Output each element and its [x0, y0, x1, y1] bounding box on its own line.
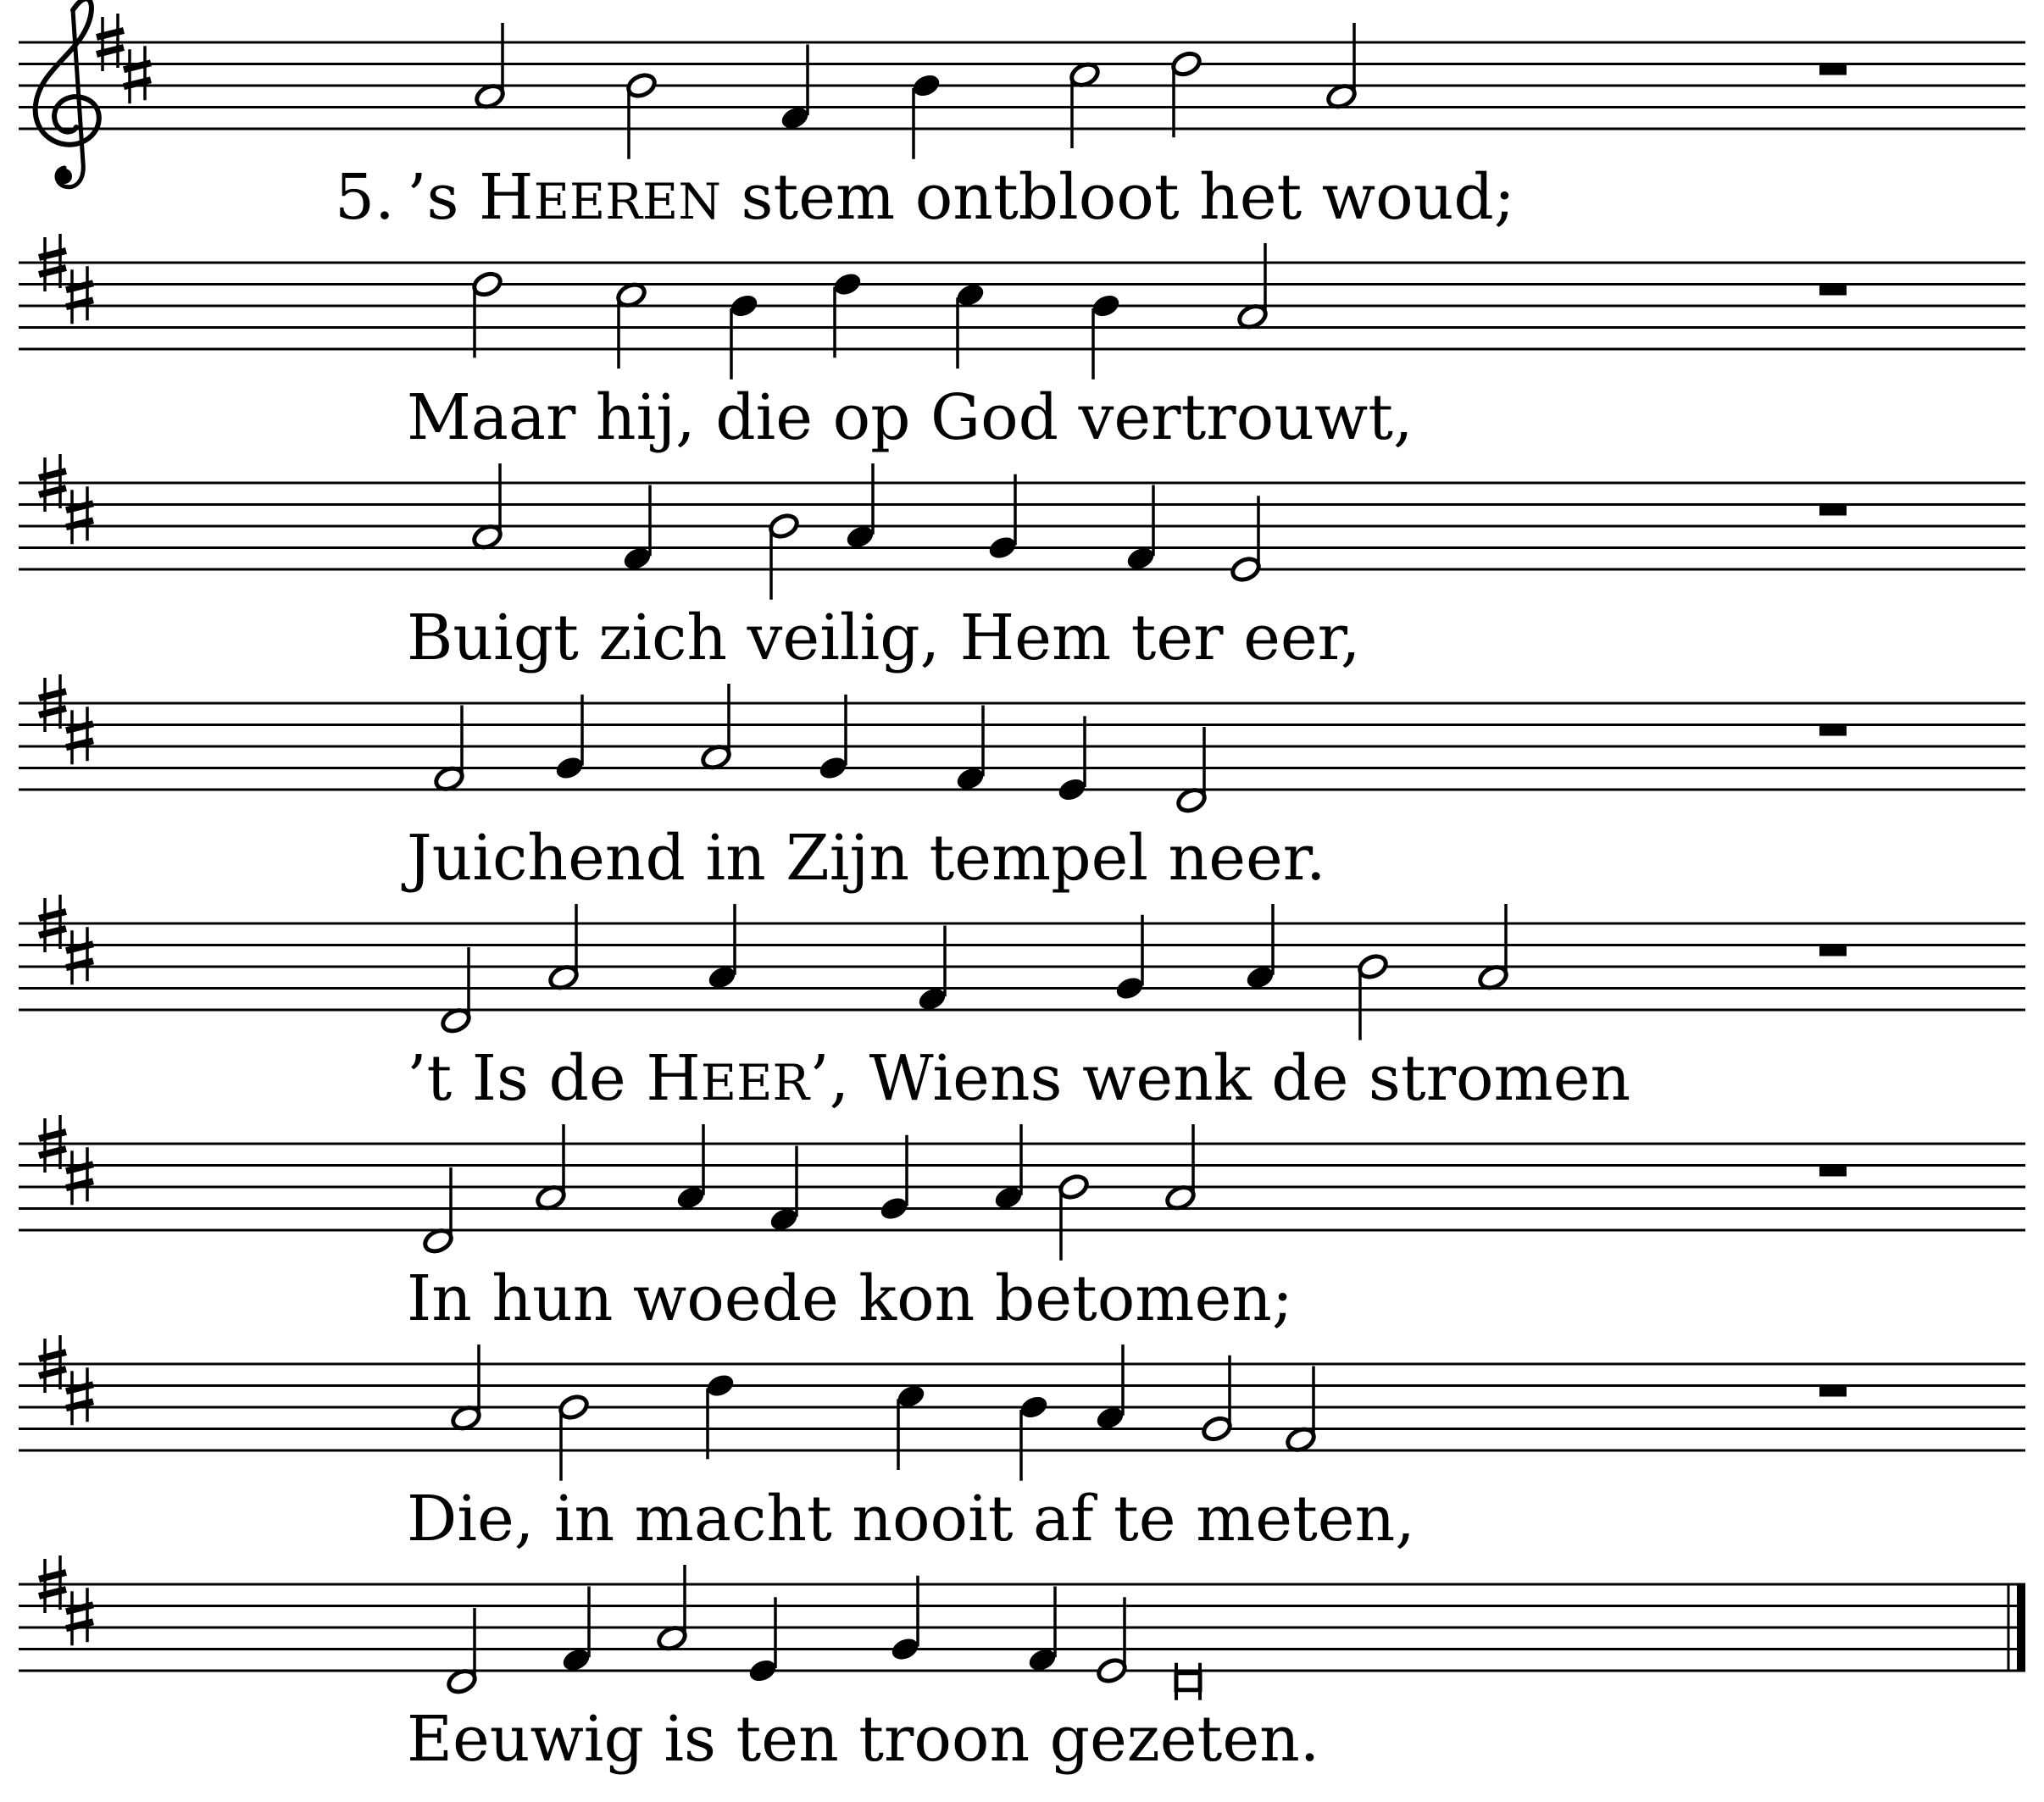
breve-notehead: [1176, 1673, 1200, 1690]
note: [768, 1146, 800, 1234]
sharp-bar: [39, 1149, 66, 1156]
note: [700, 684, 732, 771]
note: [547, 904, 580, 991]
note: [1236, 243, 1269, 330]
note: [817, 695, 849, 782]
sharp-bar: [97, 30, 124, 37]
lyric-line: [407, 161, 1515, 234]
note: [992, 1124, 1025, 1211]
note: [1090, 291, 1122, 379]
note: [768, 512, 800, 599]
sharp-bar: [39, 488, 66, 495]
key-signature-sharp: [66, 707, 93, 764]
staff-system: [19, 1555, 2025, 1776]
sharp-bar: [39, 1572, 66, 1579]
note: [704, 1372, 736, 1459]
note: [1094, 1345, 1126, 1432]
note: [1018, 1393, 1050, 1480]
note: [728, 291, 760, 379]
note: [1201, 1356, 1233, 1443]
note: [895, 1383, 927, 1470]
verse-number: 5.: [335, 161, 395, 234]
note: [553, 695, 586, 782]
lyric-line: [407, 381, 1413, 454]
staff-system: [19, 1115, 2025, 1335]
lyric-text: H: [646, 1042, 701, 1115]
staff-system: [19, 674, 2025, 895]
staff-system: [19, 234, 2025, 454]
note: [844, 463, 876, 551]
key-signature-sharp: [66, 1588, 93, 1645]
note: [954, 281, 986, 369]
whole-rest: [1819, 1166, 1847, 1177]
sharp-bar: [39, 1352, 66, 1359]
lyric-text: ’s: [407, 161, 480, 234]
note: [1170, 50, 1203, 137]
note: [954, 706, 986, 793]
sharp-bar: [97, 47, 124, 54]
note: [1244, 904, 1276, 991]
sharp-bar: [39, 268, 66, 274]
staff-system: [19, 0, 2025, 234]
note: [986, 474, 1019, 562]
whole-rest: [1819, 725, 1847, 736]
note: [1477, 904, 1509, 991]
note: [535, 1124, 567, 1211]
note: [1026, 1587, 1058, 1674]
note: [1175, 727, 1208, 814]
note: [675, 1124, 707, 1211]
lyric-small-caps: EER: [700, 1054, 810, 1112]
note: [656, 1565, 688, 1652]
sharp-bar: [39, 929, 66, 935]
lyric-text: stem ontbloot het woud;: [721, 161, 1515, 234]
lyric-line: [407, 1703, 1319, 1776]
staff-system: [19, 454, 2025, 674]
treble-clef-curl: [36, 0, 99, 145]
sharp-bar: [39, 912, 66, 918]
whole-rest: [1819, 505, 1847, 516]
lyric-text: ’t Is de: [407, 1042, 647, 1115]
note: [1058, 1173, 1090, 1260]
note: [1164, 1124, 1197, 1211]
lyric-line: [407, 1042, 1630, 1115]
lyric-text: In hun woede kon betomen;: [407, 1262, 1293, 1335]
note: [474, 23, 506, 110]
note: [916, 926, 948, 1013]
note: [446, 1608, 478, 1695]
note: [1114, 915, 1146, 1002]
note: [779, 45, 811, 132]
note: [560, 1587, 592, 1674]
lyric-small-caps: EEREN: [533, 173, 722, 230]
note: [1357, 952, 1389, 1040]
treble-clef: [36, 0, 99, 187]
note: [450, 1345, 482, 1432]
sharp-bar: [39, 708, 66, 715]
lyric-text: Die, in macht nooit af te meten,: [407, 1483, 1415, 1555]
note: [1056, 716, 1088, 803]
whole-rest: [1819, 64, 1847, 75]
note: [1230, 496, 1262, 583]
key-signature-sharp: [66, 1147, 93, 1205]
whole-rest: [1819, 285, 1847, 296]
lyric-text: Buigt zich veilig, Hem ter eer,: [407, 602, 1361, 674]
lyric-text: Eeuwig is ten troon gezeten.: [407, 1703, 1320, 1776]
whole-rest: [1819, 945, 1847, 956]
note: [831, 270, 864, 358]
note: [706, 904, 738, 991]
lyric-line: [407, 1483, 1415, 1555]
note: [615, 281, 647, 369]
note: [1069, 61, 1101, 148]
lyric-line: [401, 822, 1326, 895]
note: [558, 1393, 590, 1480]
note: [1285, 1367, 1317, 1454]
sharp-bar: [39, 1589, 66, 1596]
note: [471, 463, 503, 551]
note: [910, 71, 942, 158]
sharp-bar: [39, 1132, 66, 1139]
key-signature-sharp: [66, 927, 93, 984]
sharp-bar: [39, 471, 66, 478]
lyric-text: Juichend in Zijn tempel neer.: [407, 822, 1326, 895]
note: [625, 71, 658, 158]
note: [1176, 1663, 1200, 1700]
lyric-text: Maar hij, die op God vertrouwt,: [407, 381, 1414, 454]
note: [433, 706, 465, 793]
lyric-text: H: [479, 161, 534, 234]
note: [1096, 1597, 1128, 1684]
note: [1125, 485, 1157, 573]
treble-clef-dot: [57, 169, 72, 184]
lyric-line: [407, 602, 1360, 674]
note: [889, 1576, 921, 1663]
key-signature-sharp: [124, 46, 151, 103]
sharp-bar: [39, 251, 66, 258]
note: [471, 270, 503, 358]
lyric-text: ’, Wiens wenk de stromen: [809, 1042, 1631, 1115]
note: [422, 1167, 454, 1255]
note: [621, 485, 653, 573]
note: [1325, 23, 1358, 110]
note: [747, 1597, 779, 1684]
key-signature-sharp: [66, 266, 93, 324]
key-signature-sharp: [66, 486, 93, 544]
whole-rest: [1819, 1386, 1847, 1397]
note: [878, 1135, 910, 1223]
sharp-bar: [39, 1369, 66, 1376]
lyric-line: [407, 1262, 1293, 1335]
sharp-bar: [39, 691, 66, 698]
key-signature-sharp: [66, 1367, 93, 1425]
staff-system: [19, 1335, 2025, 1555]
staff-system: [19, 895, 2025, 1115]
note: [440, 947, 472, 1034]
